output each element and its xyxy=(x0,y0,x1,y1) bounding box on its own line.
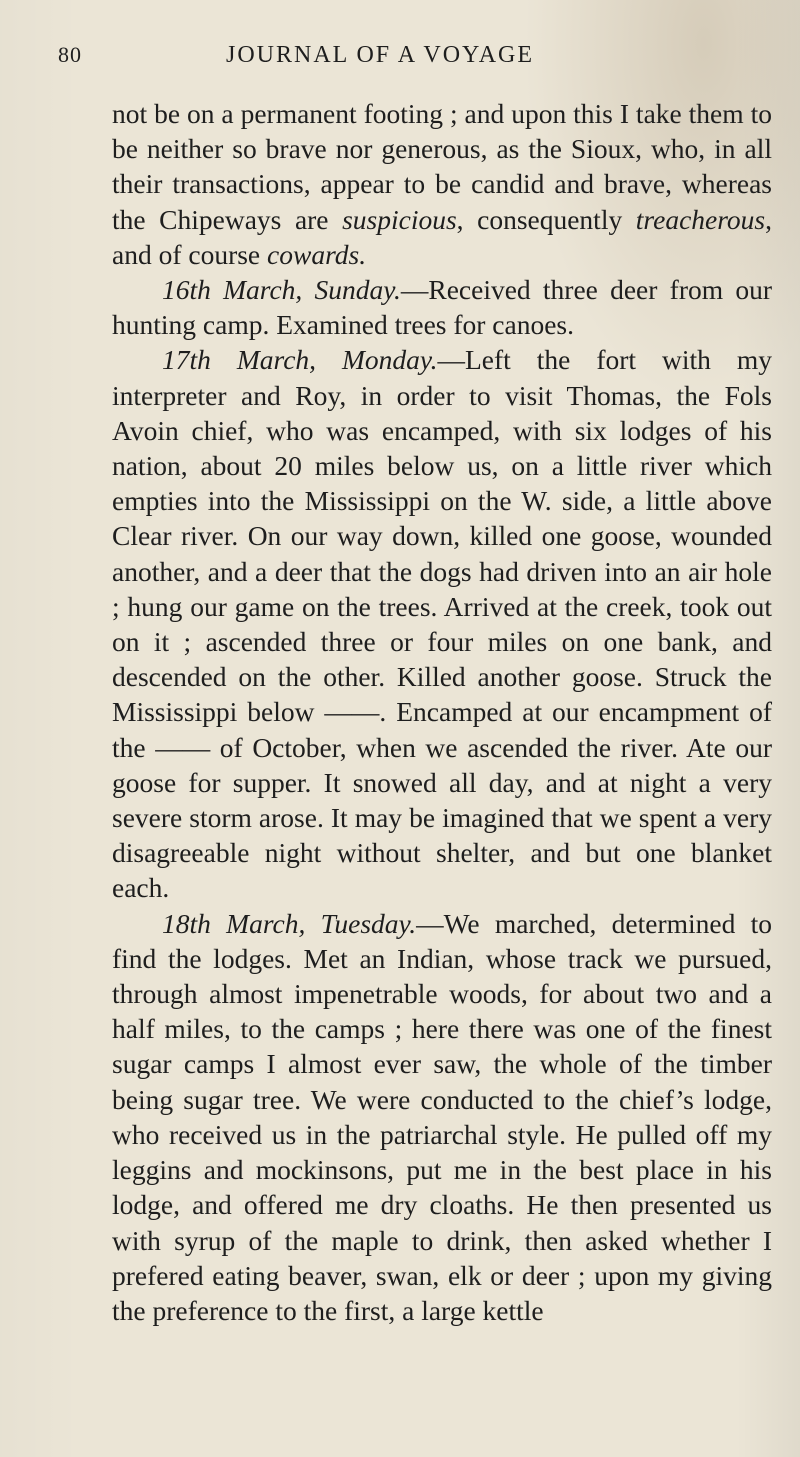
text-run: —Left the fort with my interpreter and Roy, in order to visit Thomas, the Fols Avoin chief, who was encamped, with six lodges of his nation, about 20 miles below us, on a little river which empties into the Mississippi on the W. side, a little above Clear river. On our way down, killed one goose, wounded another, and a deer that the dogs had driven into an air hole ; hung our game on the trees. Arrived at the creek, took out on it ; ascended three or four miles on one bank, and descended on the other. Killed another goose. Struck the Mississippi below ——. Encamped at our encampment of the —— of October, when we ascended the river. Ate our goose for supper. It snowed all day, and at night a very severe storm arose. It may be imagined that we spent a very disagreeable night without shelter, and but one blanket each. xyxy=(112,344,772,904)
paragraph xyxy=(112,96,772,272)
paragraph xyxy=(112,906,772,1328)
text-run: , and of course xyxy=(112,203,772,270)
body-text xyxy=(112,96,772,1328)
text-run: not be on a permanent footing ; and upon this I take them to be neither so brave nor generous, as the Sioux, who, in all their transactions, appear to be candid and brave, whereas the Chipeways are xyxy=(112,98,772,235)
page-header xyxy=(58,42,760,82)
text-run: —Received three deer from our hunting camp. Examined trees for canoes. xyxy=(112,274,773,341)
italic-text: 16th March, Sunday. xyxy=(162,274,401,306)
page-number: 80 xyxy=(58,42,82,67)
paragraph xyxy=(112,272,772,342)
text-run: —We marched, determined to find the lodges. Met an Indian, whose track we pursued, through almost impenetrable woods, for about two and a half miles, to the camps ; here there was one of the finest sugar camps I almost ever saw, the whole of the timber being sugar tree. We were conducted to the chief’s lodge, who received us in the patriarchal style. He pulled off my leggins and mockinsons, put me in the best place in his lodge, and offered me dry cloaths. He then presented us with syrup of the maple to drink, then asked whether I prefered eating beaver, swan, elk or deer ; upon my giving the preference to the first, a large kettle xyxy=(112,907,773,1326)
paragraph xyxy=(112,342,772,905)
italic-text: suspicious xyxy=(342,203,457,235)
italic-text: 18th March, Tuesday. xyxy=(162,907,417,939)
italic-text: 17th March, Monday. xyxy=(162,344,438,376)
running-head: JOURNAL OF A VOYAGE xyxy=(226,42,535,68)
italic-text: cowards. xyxy=(267,238,367,270)
italic-text: treacherous xyxy=(635,203,766,235)
text-run: , consequently xyxy=(456,203,636,235)
